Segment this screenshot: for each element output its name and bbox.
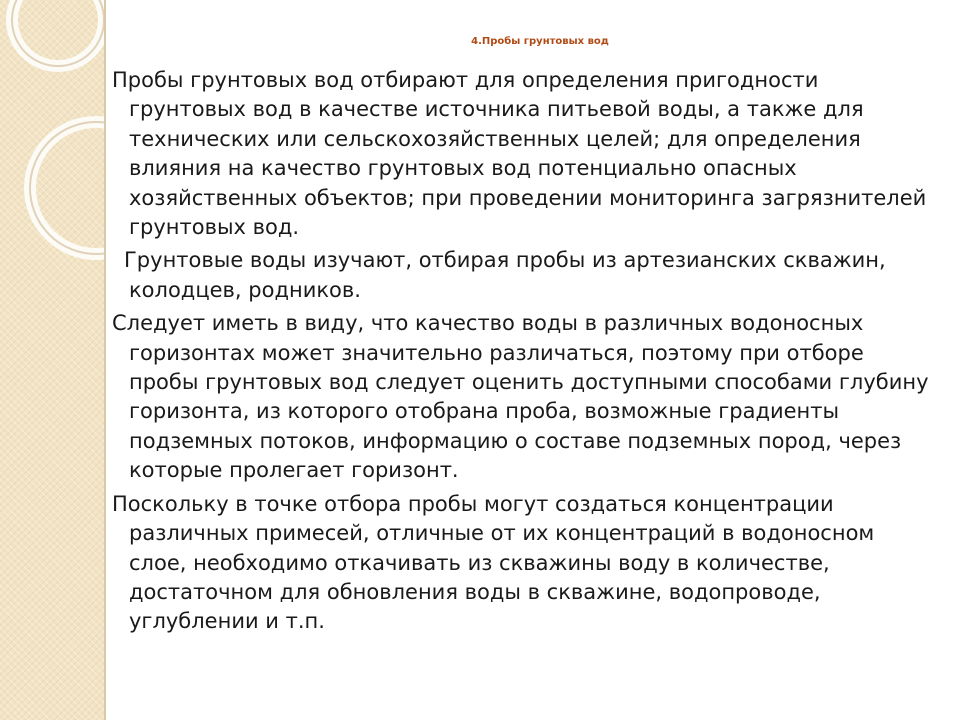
ring-ornament-top bbox=[12, 0, 104, 66]
slide-title: 4.Пробы грунтовых вод bbox=[471, 36, 609, 47]
slide-body bbox=[112, 66, 932, 641]
paragraph: Поскольку в точке отбора пробы могут создаться концентрации различных примесей, отличные от их концентраций в водоносном слое, необходимо откачивать из скважины воду в количестве, достаточном для обновления воды в скважине, водопроводе, углублении и т.п. bbox=[112, 491, 875, 634]
side-divider bbox=[104, 0, 106, 720]
ring-ornament-bottom bbox=[30, 122, 104, 254]
paragraph: Грунтовые воды изучают, отбирая пробы из артезианских скважин, колодцев, родников. bbox=[124, 248, 886, 302]
paragraph: Пробы грунтовых вод отбирают для определения пригодности грунтовых вод в качестве источника питьевой воды, а также для технических или сельскохозяйственных целей; для определения влияния на качество грунтовых вод потенциально опасных хозяйственных объектов; при проведении мониторинга загрязнителей грунтовых вод. bbox=[112, 68, 927, 240]
ring-ornaments bbox=[0, 0, 104, 320]
decorative-side-panel bbox=[0, 0, 104, 720]
paragraph: Следует иметь в виду, что качество воды в различных водоносных горизонтах может значительно различаться, поэтому при отборе пробы грунтовых вод следует оценить доступными способами глубину горизонта, из которого отобрана проба, возможные градиенты подземных потоков, информацию о составе подземных пород, через которые пролегает горизонт. bbox=[112, 311, 929, 483]
